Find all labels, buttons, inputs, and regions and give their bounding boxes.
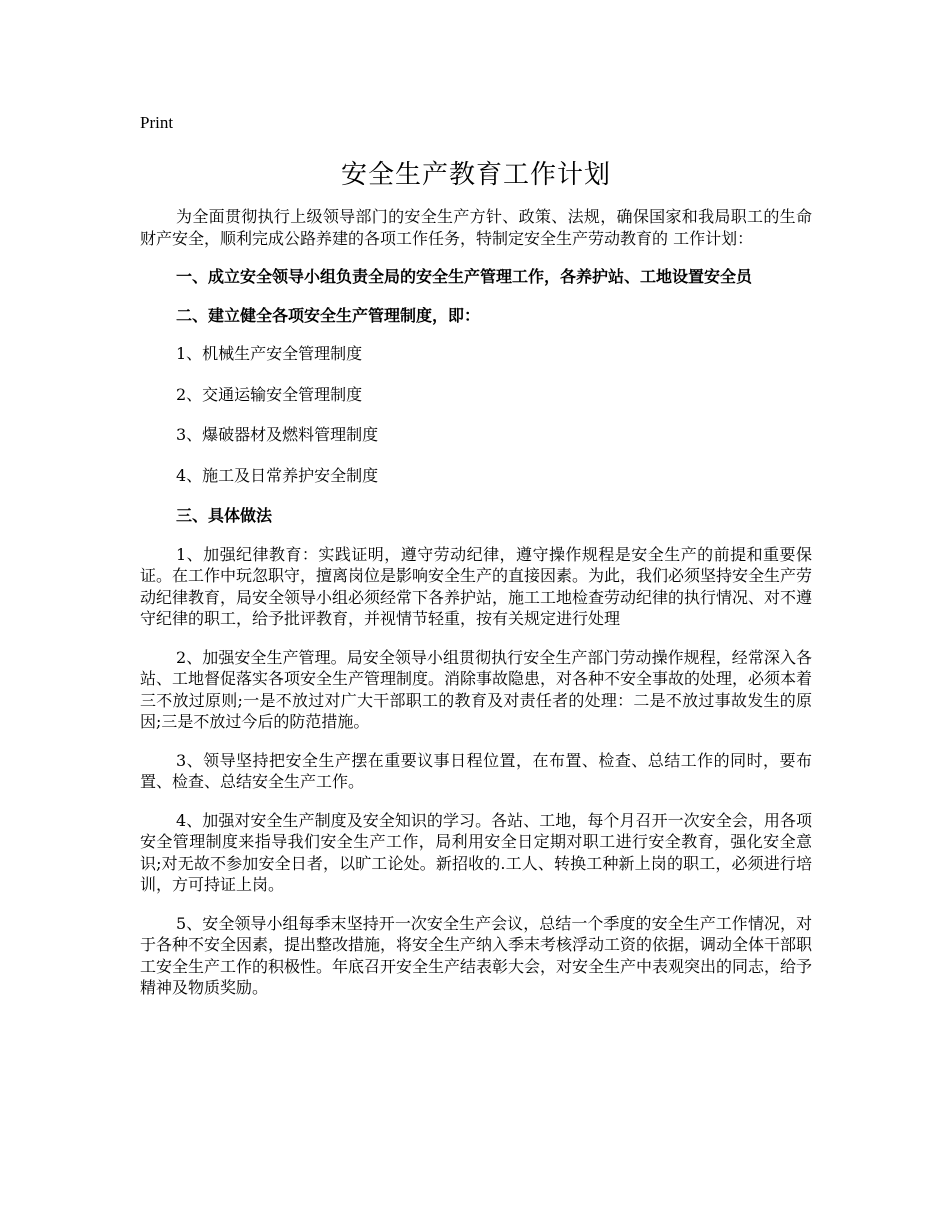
method-paragraph-2: 2、加强安全生产管理。局安全领导小组贯彻执行安全生产部门劳动操作规程，经常深入各站、工地督促落实各项安全生产管理制度。消除事故隐患，对各种不安全事故的处理，必须本着三不放过原则;一是不放过对广大干部职工的教育及对责任者的处理：二是不放过事故发生的原因;三是不放过今后的防范措施。 [140,647,813,731]
section-heading-1: 一、成立安全领导小组负责全局的安全生产管理工作，各养护站、工地设置安全员 [176,267,753,286]
rule-item-2: 2、交通运输安全管理制度 [176,384,363,404]
method-paragraph-5: 5、安全领导小组每季末坚持开一次安全生产会议，总结一个季度的安全生产工作情况，对于各种不安全因素，提出整改措施，将安全生产纳入季末考核浮动工资的依据，调动全体干部职工安全生产工作的积极性。年底召开安全生产结表彰大会，对安全生产中表观突出的同志，给予精神及物质奖励。 [140,913,813,997]
document-title: 安全生产教育工作计划 [340,160,611,190]
rule-item-4: 4、施工及日常养护安全制度 [176,465,379,485]
method-paragraph-1: 1、加强纪律教育：实践证明，遵守劳动纪律，遵守操作规程是安全生产的前提和重要保证。在工作中玩忽职守，擅离岗位是影响安全生产的直接因素。为此，我们必须坚持安全生产劳动纪律教育，局安全领导小组必须经常下各养护站，施工工地检查劳动纪律的执行情况、对不遵守纪律的职工，给予批评教育，并视情节轻重，按有关规定进行处理 [140,544,813,628]
method-paragraph-4: 4、加强对安全生产制度及安全知识的学习。各站、工地，每个月召开一次安全会，用各项安全管理制度来指导我们安全生产工作，局利用安全日定期对职工进行安全教育，强化安全意识;对无故不参加安全日者，以旷工论处。新招收的.工人、转换工种新上岗的职工，必须进行培训，方可持证上岗。 [140,810,812,894]
rule-item-3: 3、爆破器材及燃料管理制度 [176,425,379,444]
rule-item-1: 1、机械生产安全管理制度 [176,344,363,363]
method-paragraph-3: 3、领导坚持把安全生产摆在重要议事日程位置，在布置、检查、总结工作的同时，要布置、检查、总结安全生产工作。 [140,750,812,791]
section-heading-2: 二、建立健全各项安全生产管理制度，即： [176,305,481,325]
intro-paragraph: 为全面贯彻执行上级领导部门的安全生产方针、政策、法规，确保国家和我局职工的生命财产安全，顺利完成公路养建的各项工作任务，特制定安全生产劳动教育的 工作计划： [140,207,812,248]
section-heading-3: 三、具体做法 [176,506,273,525]
print-label: Print [140,113,174,132]
document-page [140,112,812,1016]
